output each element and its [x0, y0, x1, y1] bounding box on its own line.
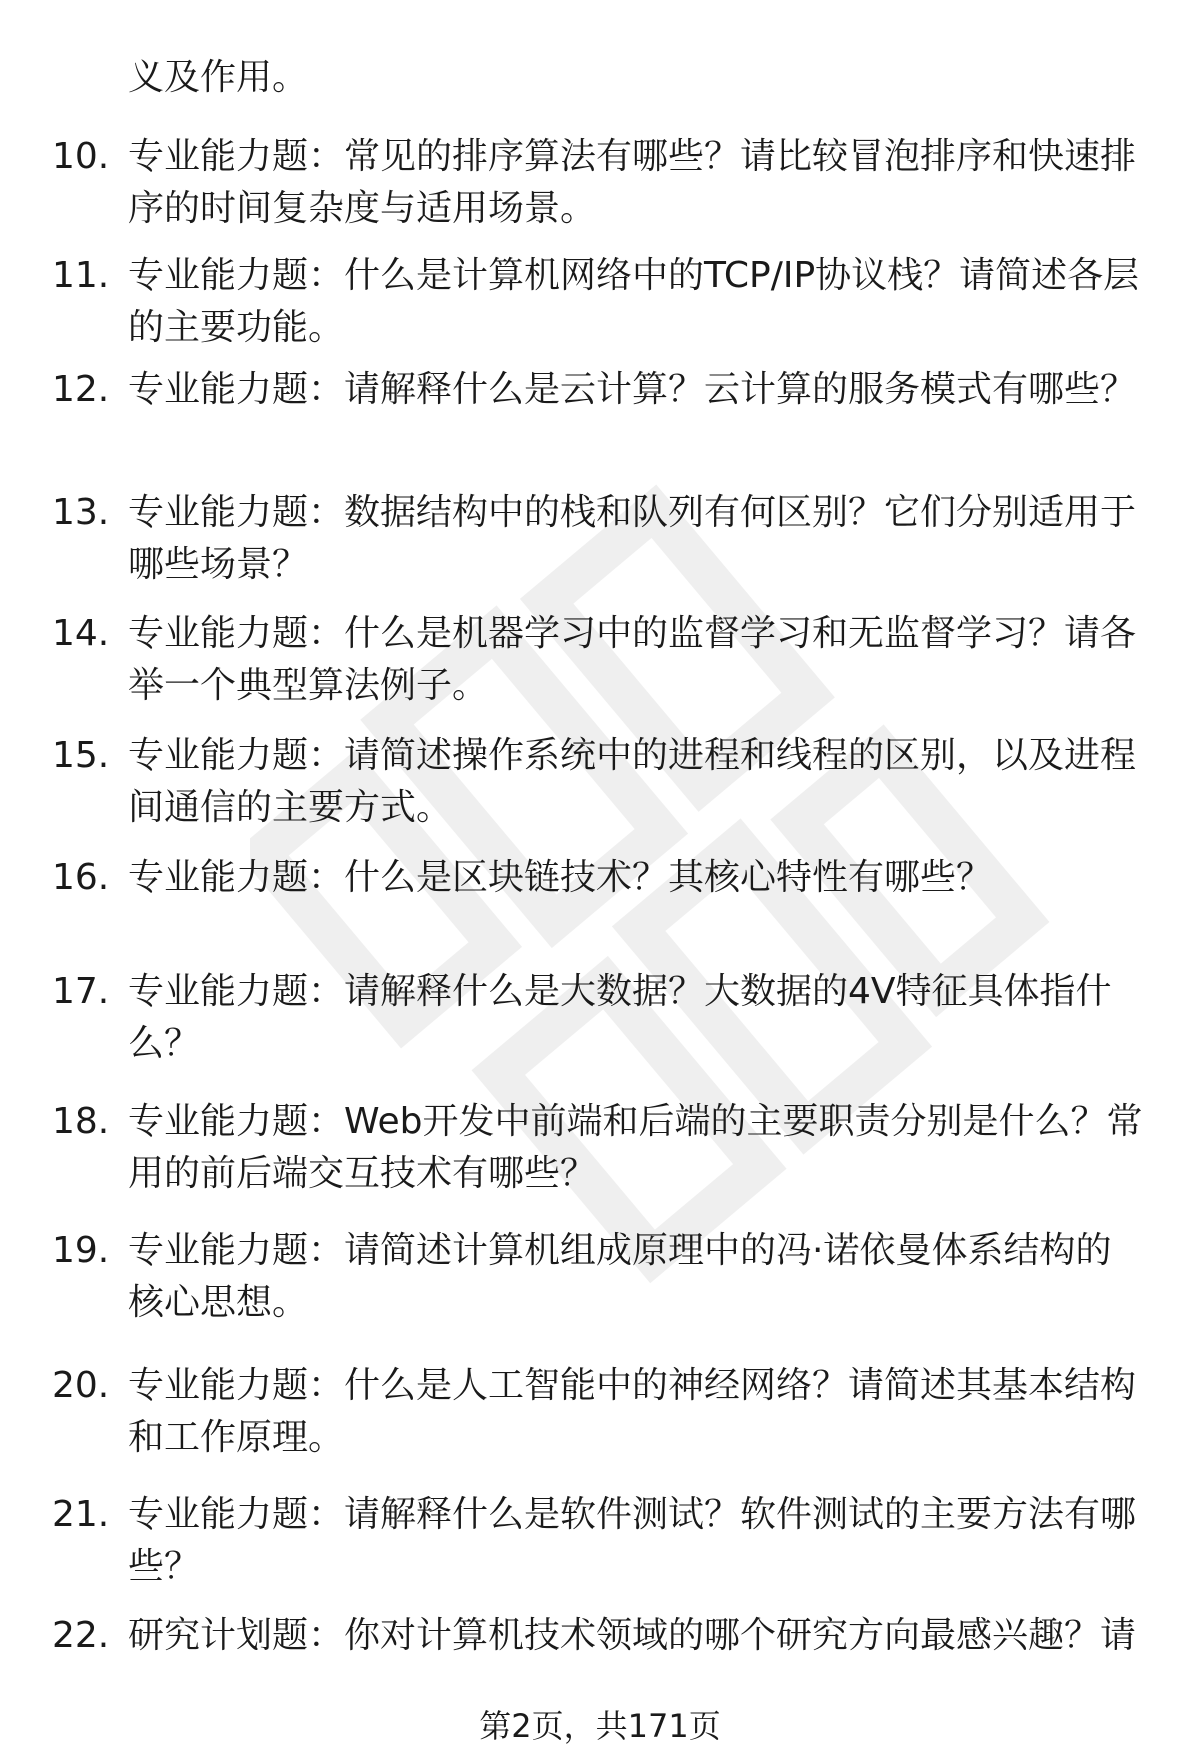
- item-number: 18.: [52, 1101, 110, 1142]
- item-number: 21.: [52, 1494, 110, 1535]
- item-text: 专业能力题：请解释什么是软件测试？软件测试的主要方法有哪些？: [128, 1494, 1137, 1587]
- item-number: 19.: [52, 1230, 110, 1271]
- item-number: 14.: [52, 613, 110, 654]
- item-number: 11.: [52, 255, 110, 296]
- item-text: 专业能力题：什么是区块链技术？其核心特性有哪些？: [128, 857, 993, 898]
- item-text: 研究计划题：你对计算机技术领域的哪个研究方向最感兴趣？请: [128, 1615, 1137, 1656]
- item-text: 专业能力题：什么是人工智能中的神经网络？请简述其基本结构和工作原理。: [128, 1365, 1137, 1458]
- item-number: 17.: [52, 971, 110, 1012]
- item-text: 专业能力题：请解释什么是云计算？云计算的服务模式有哪些？: [128, 369, 1137, 410]
- page-footer: 第2页，共171页: [479, 1707, 721, 1745]
- item-text: 专业能力题：数据结构中的栈和队列有何区别？它们分别适用于哪些场景？: [128, 492, 1137, 585]
- item-number: 10.: [52, 136, 110, 177]
- item-number: 12.: [52, 369, 110, 410]
- item-text: 专业能力题：什么是机器学习中的监督学习和无监督学习？请各举一个典型算法例子。: [128, 613, 1137, 706]
- item-number: 16.: [52, 857, 110, 898]
- item-number: 13.: [52, 492, 110, 533]
- item-text: 专业能力题：请解释什么是大数据？大数据的4V特征具体指什么？: [128, 971, 1112, 1064]
- continuation-text: 义及作用。: [128, 57, 309, 98]
- item-text: 专业能力题：请简述操作系统中的进程和线程的区别，以及进程间通信的主要方式。: [128, 735, 1137, 828]
- item-number: 15.: [52, 735, 110, 776]
- item-number: 22.: [52, 1615, 110, 1656]
- item-text: 专业能力题：Web开发中前端和后端的主要职责分别是什么？常用的前后端交互技术有哪些？: [128, 1101, 1143, 1194]
- item-text: 专业能力题：常见的排序算法有哪些？请比较冒泡排序和快速排序的时间复杂度与适用场景。: [128, 136, 1137, 229]
- item-text: 专业能力题：什么是计算机网络中的TCP/IP协议栈？请简述各层的主要功能。: [128, 255, 1140, 348]
- item-number: 20.: [52, 1365, 110, 1406]
- item-text: 专业能力题：请简述计算机组成原理中的冯·诺依曼体系结构的核心思想。: [128, 1230, 1112, 1323]
